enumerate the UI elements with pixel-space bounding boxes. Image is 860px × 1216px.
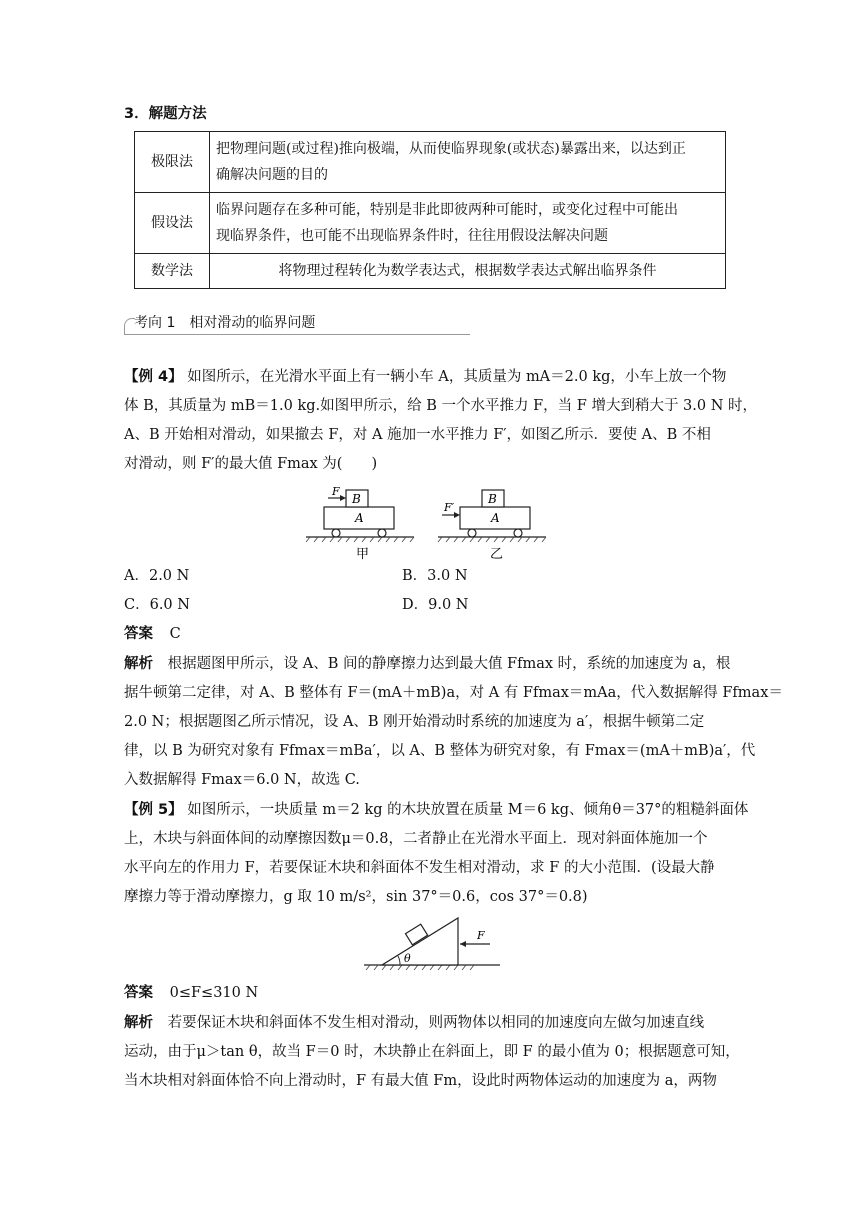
section-header [124, 310, 470, 332]
label-yi: 乙 [490, 547, 504, 562]
example5-question-line: 上，木块与斜面体间的动摩擦因数μ＝0.8，二者静止在光滑水平面上．现对斜面体施加一个 [124, 831, 708, 847]
example4-question-line [124, 367, 726, 387]
option-b: B．3.0 N [402, 568, 468, 584]
option-a: A．2.0 N [124, 568, 190, 584]
example4-analysis-line: 律，以 B 为研究对象有 Ffmax＝mBa′，以 A、B 整体为研究对象，有 Fmax＝(mA＋mB)a′，代 [124, 743, 756, 759]
label-a: A [355, 511, 364, 525]
method-desc [210, 193, 726, 254]
option-d: D．9.0 N [402, 597, 469, 613]
example4-question-line: A、B 开始相对滑动，如果撤去 F，对 A 施加一水平推力 F′，如图乙所示．要使 A、B 不相 [124, 427, 711, 443]
example5-label: 【例 5】 [124, 802, 183, 818]
label-b: B [352, 492, 361, 506]
method-name: 数学法 [135, 254, 210, 289]
example4-analysis-line [124, 654, 730, 674]
method-desc-line: 临界问题存在多种可能，特别是非此即彼两种可能时，或变化过程中可能出 [216, 202, 678, 218]
section-header-rule [124, 334, 470, 335]
example4-question-line: 对滑动，则 F′的最大值 Fmax 为( ) [124, 456, 378, 472]
method-name: 极限法 [135, 132, 210, 193]
label-a: A [491, 511, 500, 525]
label-jia: 甲 [356, 547, 370, 562]
table-row [135, 132, 726, 193]
answer-label: 答案 [124, 626, 153, 642]
method-desc-line: 确解决问题的目的 [216, 167, 328, 183]
section-header-text: 考向 1 相对滑动的临界问题 [134, 315, 316, 331]
label-f: F [477, 929, 485, 942]
answer-value: 0≤F≤310 N [169, 985, 259, 1001]
analysis-label: 解析 [124, 1015, 153, 1031]
example4-answer [124, 624, 181, 644]
example4-analysis-line: 据牛顿第二定律，对 A、B 整体有 F＝(mA＋mB)a，对 A 有 Ffmax＝mAa，代入数据解得 Ffmax＝ [124, 685, 783, 701]
answer-label: 答案 [124, 985, 153, 1001]
method-desc-line: 把物理问题(或过程)推向极端，从而使临界现象(或状态)暴露出来，以达到正 [216, 141, 686, 157]
method-desc-line: 现临界条件，也可能不出现临界条件时，往往用假设法解决问题 [216, 228, 608, 244]
analysis-text: 若要保证木块和斜面体不发生相对滑动，则两物体以相同的加速度向左做匀加速直线 [167, 1015, 705, 1031]
example5-q-text: 如图所示，一块质量 m＝2 kg 的木块放置在质量 M＝6 kg、倾角θ＝37°的粗糙斜面体 [187, 802, 749, 818]
section-title: 3．解题方法 [124, 106, 207, 122]
table-row [135, 193, 726, 254]
example5-question-line: 水平向左的作用力 F，若要保证木块和斜面体不发生相对滑动，求 F 的大小范围．(设最大静 [124, 860, 715, 876]
example4-label: 【例 4】 [124, 369, 183, 385]
example5-analysis-line: 当木块相对斜面体恰不向上滑动时，F 有最大值 Fm，设此时两物体运动的加速度为 a，两物 [124, 1073, 717, 1089]
label-theta: θ [404, 952, 411, 965]
figure-yi [438, 490, 546, 562]
option-c: C．6.0 N [124, 597, 190, 613]
example5-question-line: 摩擦力等于滑动摩擦力，g 取 10 m/s²，sin 37°＝0.6，cos 37°＝0.8) [124, 889, 588, 905]
example5-figure [364, 912, 504, 972]
analysis-text: 根据题图甲所示，设 A、B 间的静摩擦力达到最大值 Ffmax 时，系统的加速度为 a，根 [167, 656, 731, 672]
method-desc-line: 将物理过程转化为数学表达式，根据数学表达式解出临界条件 [278, 263, 657, 279]
example4-question-line: 体 B，其质量为 mB＝1.0 kg.如图甲所示，给 B 一个水平推力 F，当 F 增大到稍大于 3.0 N 时， [124, 398, 758, 414]
example5-analysis-line: 运动，由于μ＞tan θ，故当 F＝0 时，木块静止在斜面上，即 F 的最小值为 0；根据题意可知， [124, 1044, 740, 1060]
label-b: B [488, 492, 497, 506]
example5-question-line [124, 800, 748, 820]
example5-analysis-line [124, 1013, 704, 1033]
method-desc [210, 254, 726, 289]
example4-figure [306, 484, 546, 564]
example4-analysis-line: 入数据解得 Fmax＝6.0 N，故选 C. [124, 772, 360, 788]
method-name: 假设法 [135, 193, 210, 254]
example4-q-text: 如图所示，在光滑水平面上有一辆小车 A，其质量为 mA＝2.0 kg，小车上放一个物 [187, 369, 727, 385]
method-desc [210, 132, 726, 193]
methods-table [134, 131, 726, 289]
figure-jia [306, 485, 414, 562]
label-f: F [332, 485, 340, 498]
table-row [135, 254, 726, 289]
label-fp: F′ [444, 501, 455, 514]
analysis-label: 解析 [124, 656, 153, 672]
answer-value: C [169, 626, 181, 642]
example4-analysis-line: 2.0 N；根据题图乙所示情况，设 A、B 刚开始滑动时系统的加速度为 a′，根据牛顿第二定 [124, 714, 705, 730]
example5-answer [124, 983, 258, 1003]
